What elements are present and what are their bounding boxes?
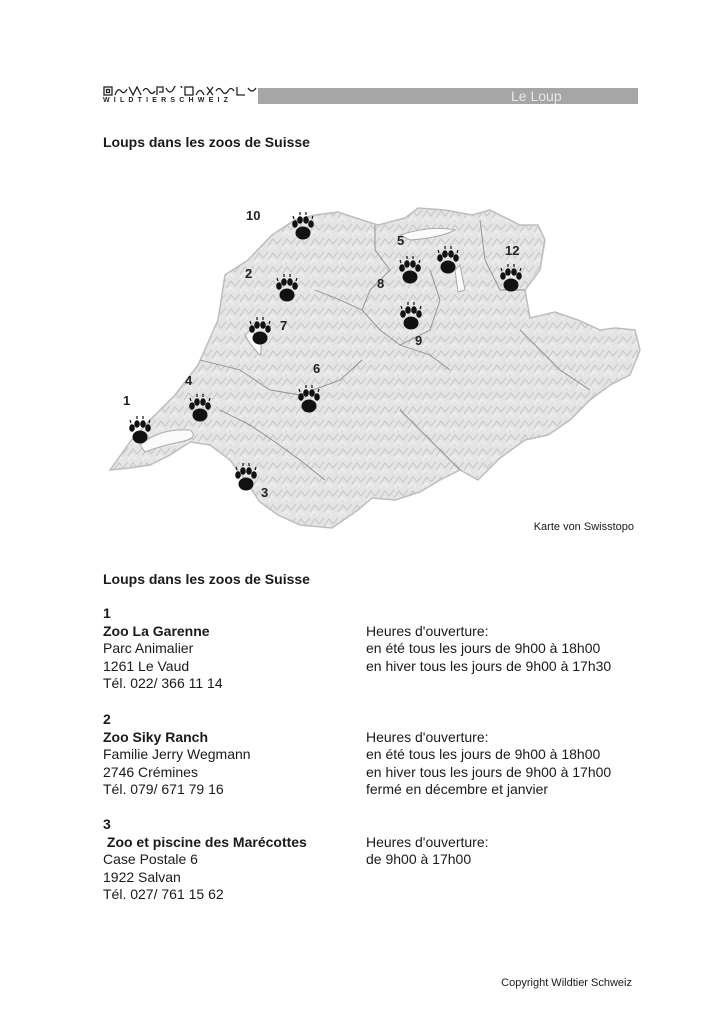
hours-line: en été tous les jours de 9h00 à 18h00 [366, 640, 601, 656]
marker-label-12: 12 [505, 243, 520, 258]
zoo-address-line: Parc Animalier [103, 640, 194, 656]
marker-label-1: 1 [123, 393, 131, 408]
marker-label-3: 3 [261, 485, 269, 500]
marker-label-7: 7 [280, 318, 288, 333]
hours-line: de 9h00 à 17h00 [366, 851, 472, 867]
marker-label-5: 5 [397, 233, 405, 248]
zoo-name: Zoo Siky Ranch [103, 728, 209, 745]
zoo-address-line: 2746 Crémines [103, 763, 198, 780]
zoo-address-line: Case Postale 6 [103, 851, 198, 867]
zoo-number: 3 [103, 816, 111, 832]
hours-label: Heures d'ouverture: [366, 728, 489, 745]
marker-label-6: 6 [313, 361, 321, 376]
zoo-entry [103, 605, 663, 693]
marker-label-2: 2 [245, 266, 253, 281]
header-band [258, 88, 638, 104]
hours-line: fermé en décembre et janvier [366, 781, 549, 797]
logo-pattern-icon [103, 86, 258, 96]
page-header [103, 86, 638, 104]
wildtier-logo [103, 86, 258, 104]
zoo-number: 1 [103, 605, 111, 621]
logo-wordmark: WILDTIERSCHWEIZ [103, 97, 233, 104]
marker-label-8: 8 [377, 276, 385, 291]
zoo-phone: Tél. 079/ 671 79 16 [103, 781, 224, 797]
hours-label: Heures d'ouverture: [366, 622, 489, 639]
zoo-name: Zoo La Garenne [103, 622, 210, 639]
switzerland-outline [110, 208, 640, 528]
section-heading: Loups dans les zoos de Suisse [103, 134, 310, 150]
map-credit: Karte von Swisstopo [533, 521, 634, 533]
document-title: Le Loup [511, 88, 562, 104]
marker-label-9: 9 [415, 333, 423, 348]
hours-line: en hiver tous les jours de 9h00 à 17h30 [366, 657, 612, 674]
zoo-phone: Tél. 022/ 366 11 14 [103, 675, 223, 691]
hours-line: en été tous les jours de 9h00 à 18h00 [366, 746, 601, 762]
marker-label-4: 4 [185, 373, 193, 388]
hours-line: en hiver tous les jours de 9h00 à 17h00 [366, 763, 612, 780]
zoo-address-line: 1922 Salvan [103, 868, 181, 885]
switzerland-map [100, 180, 645, 535]
zoo-entry [103, 711, 663, 799]
zoo-name: Zoo et piscine des Marécottes [103, 833, 307, 850]
hours-label: Heures d'ouverture: [366, 833, 489, 850]
zoo-address-line: 1261 Le Vaud [103, 657, 190, 674]
zoo-number: 2 [103, 711, 111, 727]
copyright-footer: Copyright Wildtier Schweiz [501, 977, 632, 989]
list-heading: Loups dans les zoos de Suisse [103, 571, 310, 587]
zoo-entry [103, 816, 663, 904]
zoo-phone: Tél. 027/ 761 15 62 [103, 886, 224, 902]
marker-label-10: 10 [246, 208, 261, 223]
map-canvas [100, 180, 645, 535]
zoo-address-line: Familie Jerry Wegmann [103, 746, 251, 762]
